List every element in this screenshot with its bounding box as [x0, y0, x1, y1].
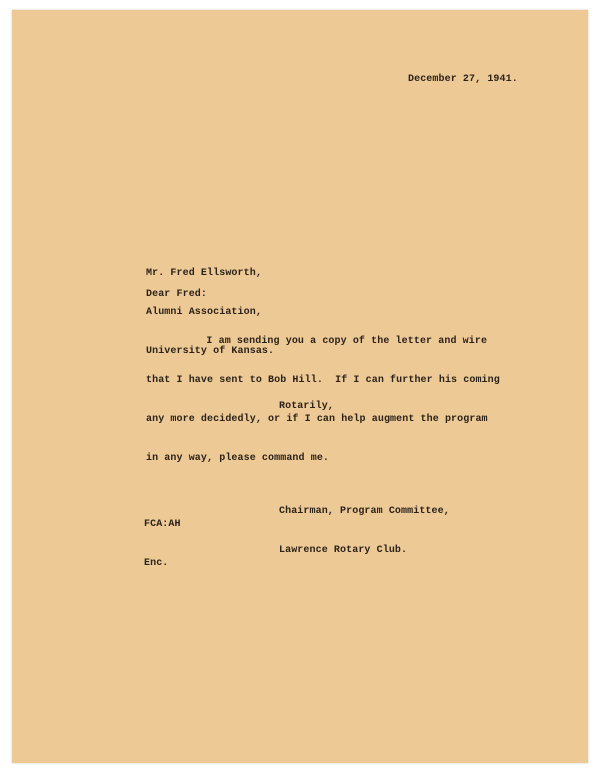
letter-date: December 27, 1941. — [408, 74, 518, 85]
signature-line: Lawrence Rotary Club. — [279, 545, 408, 556]
reference-line: FCA:AH — [144, 519, 181, 530]
signature-block — [279, 479, 450, 583]
salutation: Dear Fred: — [146, 289, 208, 300]
recipient-line: University of Kansas. — [146, 346, 275, 357]
body-line: I am sending you a copy of the letter and wire — [182, 336, 488, 347]
letter-page — [12, 10, 588, 763]
recipient-line: Alumni Association, — [146, 307, 262, 318]
reference-line: Enc. — [144, 558, 169, 569]
recipient-line: Mr. Fred Ellsworth, — [146, 268, 262, 279]
reference-initials — [144, 492, 181, 596]
signature-line: Chairman, Program Committee, — [279, 506, 450, 517]
body-line: in any way, please command me. — [146, 453, 330, 464]
complimentary-closing: Rotarily, — [279, 401, 334, 412]
body-line: any more decidedly, or if I can help augment the program — [146, 414, 488, 425]
body-line: that I have sent to Bob Hill. If I can further his coming — [146, 375, 500, 386]
